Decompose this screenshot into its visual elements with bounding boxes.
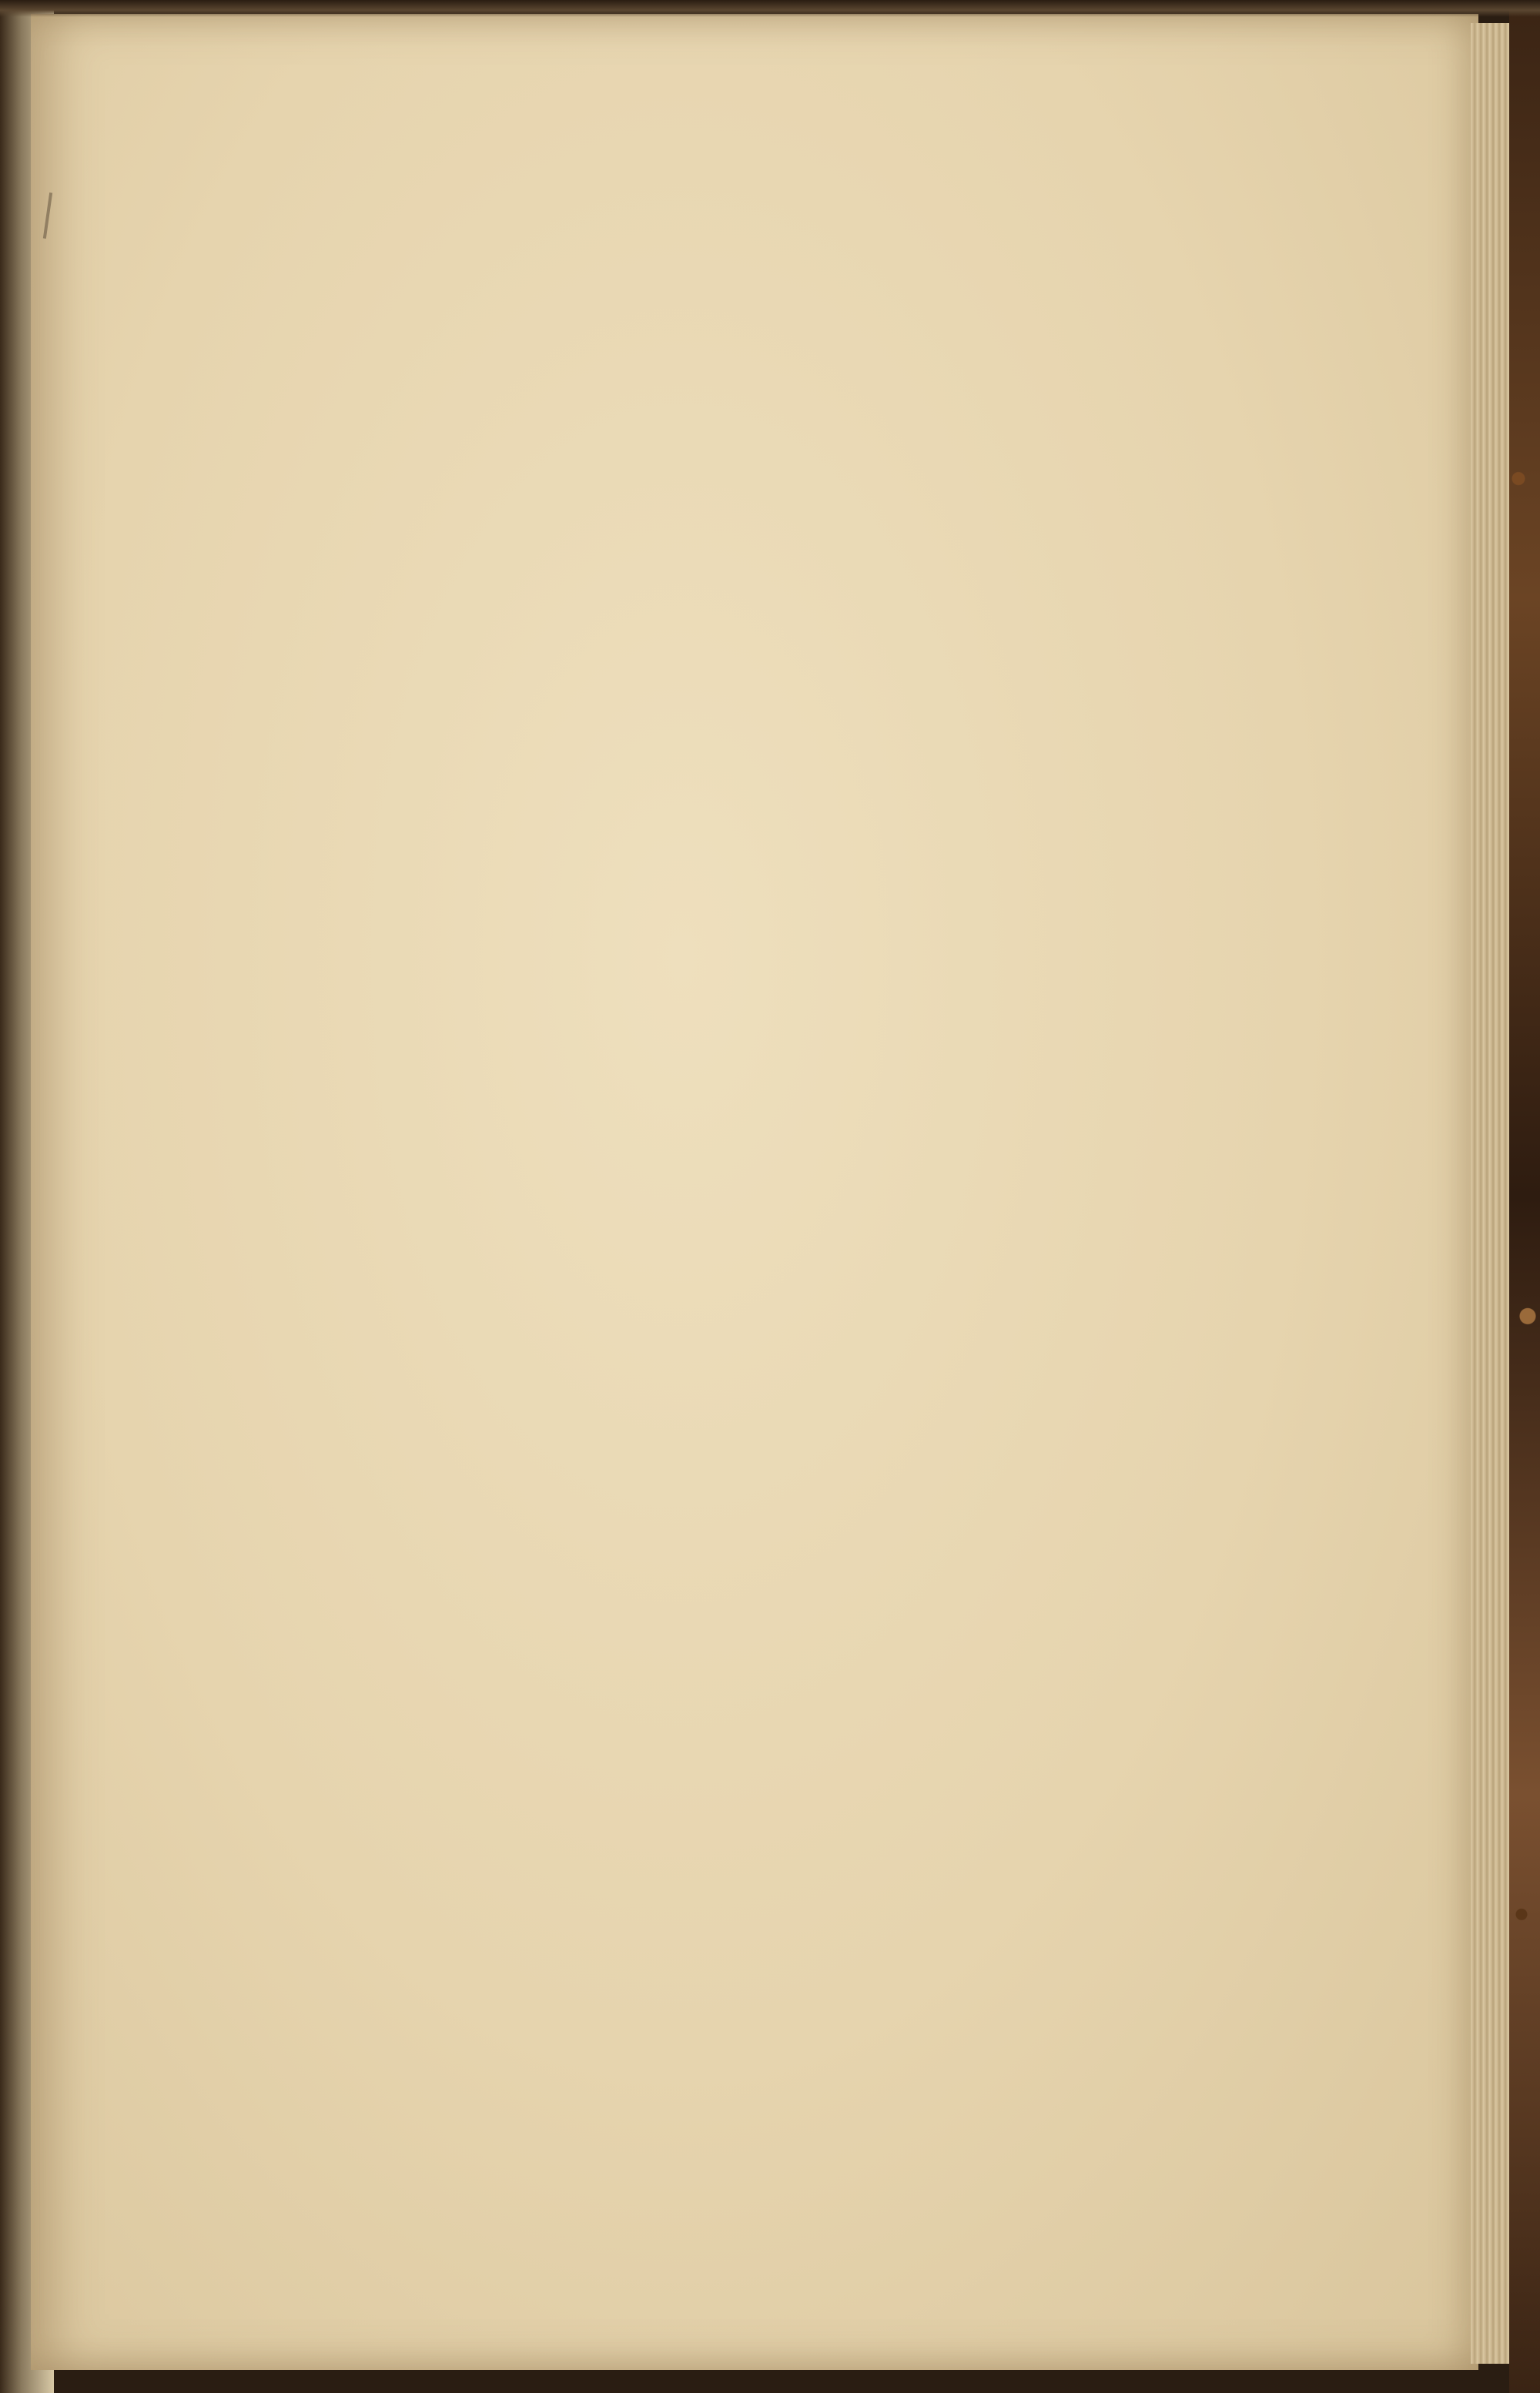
cover-top-edge bbox=[0, 0, 1540, 17]
marbled-cover-edge bbox=[1509, 0, 1540, 2393]
book-page bbox=[31, 14, 1478, 2370]
